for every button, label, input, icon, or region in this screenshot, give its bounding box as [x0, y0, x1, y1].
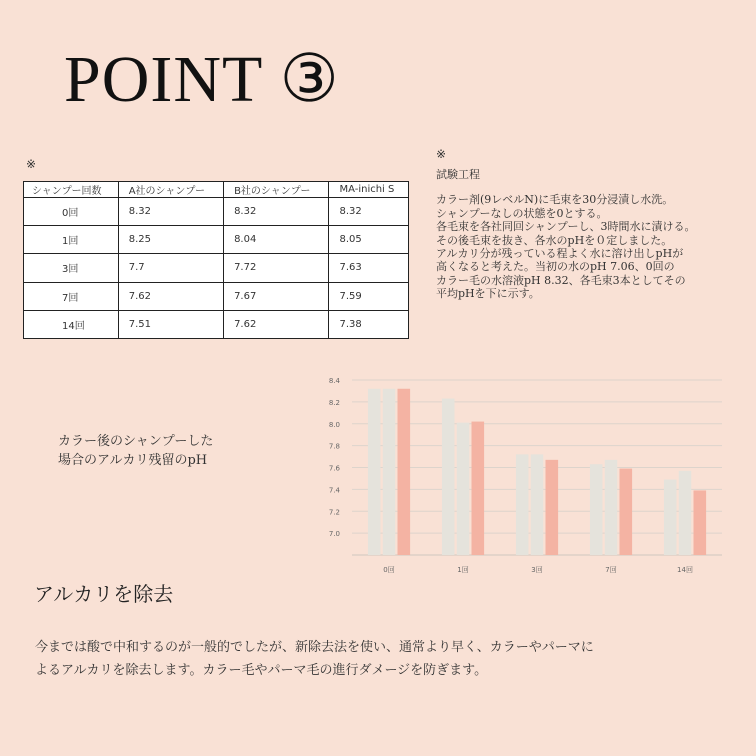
table-row: [24, 226, 409, 254]
bar: [605, 460, 618, 555]
x-tick-label: 3回: [531, 566, 543, 574]
table-row: [24, 198, 409, 226]
y-tick-label: 7.2: [328, 508, 340, 517]
bar: [516, 454, 529, 555]
process-line: カラー毛の水溶液pH 8.32、各毛束3本としてその: [436, 273, 686, 287]
table-cell: 7.7: [118, 254, 223, 282]
table-cell: 7.62: [118, 282, 223, 310]
table-cell: 7.59: [329, 282, 409, 310]
table-row: [24, 310, 409, 338]
table-cell: 8.32: [329, 198, 409, 226]
process-line: その後毛束を抜き、各水のpHを０定しました。: [436, 233, 673, 247]
x-tick-label: 1回: [457, 566, 469, 574]
x-tick-label: 7回: [605, 566, 617, 574]
bar: [664, 480, 677, 555]
process-line: 高くなると考えた。当初の水のpH 7.06、0回の: [436, 260, 675, 274]
table-cell: 1回: [24, 226, 119, 254]
table-cell: 7.63: [329, 254, 409, 282]
bar: [679, 471, 692, 555]
bar: [694, 490, 707, 555]
process-title: 試験工程: [436, 168, 480, 181]
bar: [531, 454, 544, 555]
y-tick-label: 7.0: [328, 530, 340, 539]
bar: [590, 464, 603, 555]
y-tick-label: 8.2: [328, 398, 340, 407]
process-line: 各毛束を各社同回シャンプーし、3時間水に漬ける。: [436, 220, 696, 234]
chart-caption-line: 場合のアルカリ残留のpH: [58, 453, 208, 468]
section-body-line: よるアルカリを除去します。カラー毛やパーマ毛の進行ダメージを防ぎます。: [35, 663, 488, 678]
ph-bar-chart: [310, 370, 730, 580]
x-tick-label: 14回: [677, 566, 693, 574]
bar: [398, 389, 411, 555]
y-tick-label: 7.6: [328, 464, 340, 473]
section-body-line: 今までは酸で中和するのが一般的でしたが、新除去法を使い、通常より早く、カラーやパーマに: [35, 640, 594, 655]
table-cell: 8.04: [224, 226, 329, 254]
y-tick-label: 7.4: [328, 486, 340, 495]
section-body: [35, 636, 750, 682]
bar: [472, 422, 485, 555]
test-process: [436, 168, 756, 301]
process-note-mark: ※: [436, 147, 447, 161]
x-tick-label: 0回: [383, 566, 395, 574]
table-cell: 8.05: [329, 226, 409, 254]
table-cell: 14回: [24, 310, 119, 338]
table-cell: 8.25: [118, 226, 223, 254]
chart-caption-line: カラー後のシャンプーした: [58, 434, 214, 449]
header-company-b: B社のシャンプー: [224, 182, 329, 198]
table-cell: 7.67: [224, 282, 329, 310]
y-tick-label: 8.0: [328, 420, 340, 429]
table-row: [24, 282, 409, 310]
bar: [442, 399, 455, 555]
section-title: アルカリを除去: [34, 582, 174, 606]
bar: [368, 389, 381, 555]
table-cell: 0回: [24, 198, 119, 226]
ph-results-table: [23, 181, 409, 339]
table-cell: 8.32: [224, 198, 329, 226]
bar: [457, 423, 470, 555]
bar: [383, 389, 396, 555]
table-cell: 7回: [24, 282, 119, 310]
page-title: POINT ③: [64, 43, 340, 116]
process-line: 平均pHを下に示す。: [436, 287, 540, 301]
process-line: シャンプーなしの状態を0とする。: [436, 206, 608, 220]
y-tick-label: 7.8: [328, 442, 340, 451]
table-cell: 3回: [24, 254, 119, 282]
table-cell: 7.51: [118, 310, 223, 338]
table-cell: 7.38: [329, 310, 409, 338]
process-line: カラー剤(9レベルN)に毛束を30分浸漬し水洗。: [436, 193, 674, 207]
table-cell: 8.32: [118, 198, 223, 226]
bar: [620, 469, 633, 555]
table-cell: 7.62: [224, 310, 329, 338]
header-shampoo-count: シャンプー回数: [24, 182, 119, 198]
header-company-a: A社のシャンプー: [118, 182, 223, 198]
table-header-row: [24, 182, 409, 198]
process-line: アルカリ分が残っている程よく水に溶け出しpHが: [436, 247, 684, 261]
table-note-mark: ※: [26, 157, 37, 171]
header-ma-inichi: MA-inichi S: [329, 182, 409, 198]
y-tick-label: 8.4: [328, 377, 340, 385]
table-cell: 7.72: [224, 254, 329, 282]
chart-caption: [58, 432, 213, 470]
table-row: [24, 254, 409, 282]
bar: [546, 460, 559, 555]
